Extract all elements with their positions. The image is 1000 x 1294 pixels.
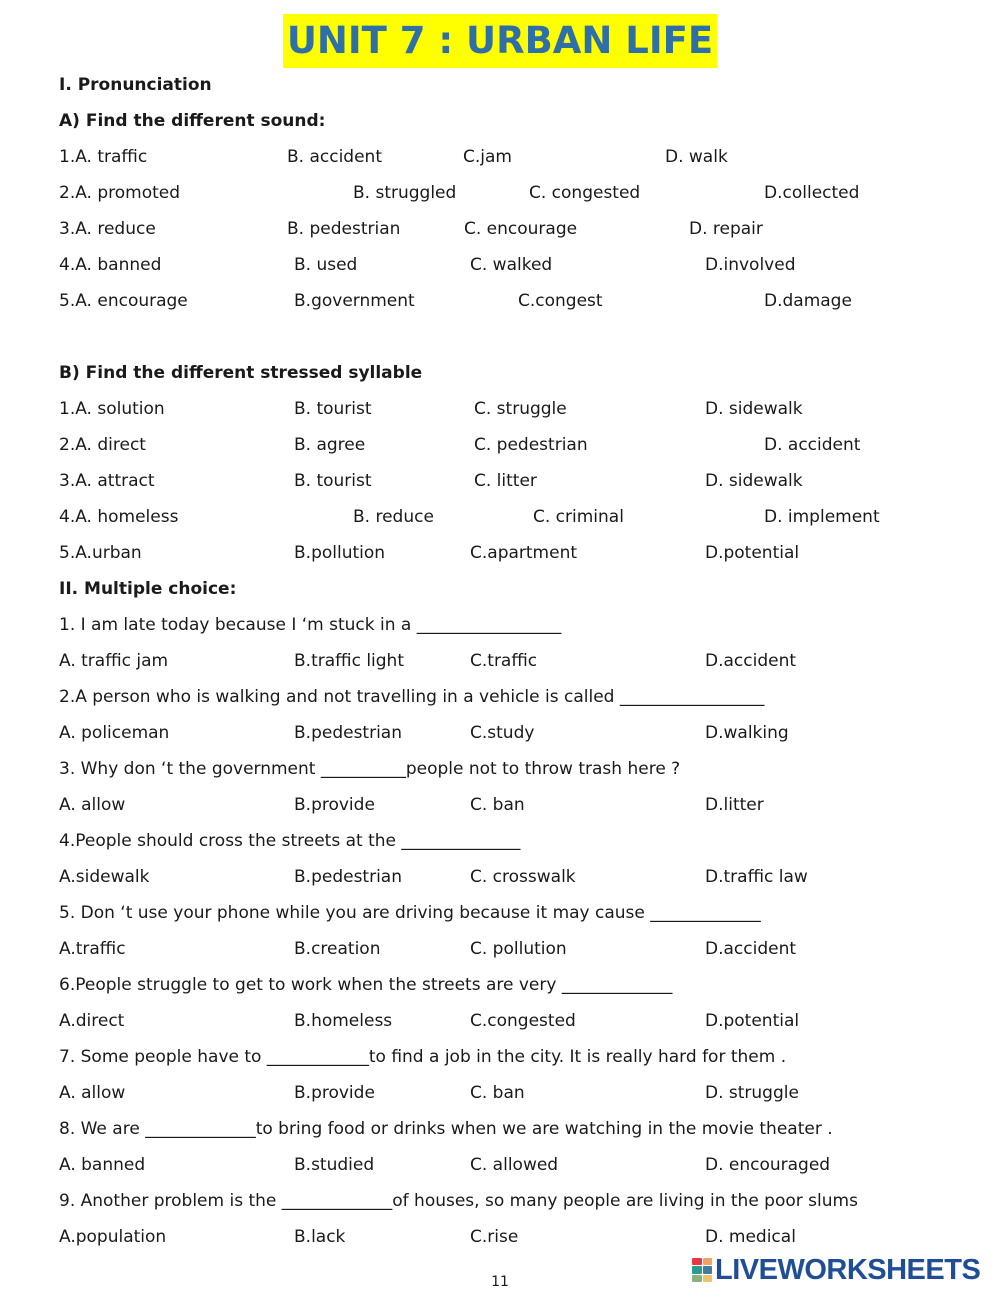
option[interactable]: 4.A. banned (59, 255, 162, 275)
title-block (0, 14, 1000, 68)
option[interactable]: D. sidewalk (705, 471, 803, 491)
option[interactable]: C. allowed (470, 1155, 559, 1175)
option[interactable]: 1.A. solution (59, 399, 165, 419)
option[interactable]: A. allow (59, 795, 126, 815)
option[interactable]: C.congested (470, 1011, 576, 1031)
option[interactable]: B.studied (294, 1155, 375, 1175)
option[interactable]: D.accident (705, 939, 797, 959)
logo-text: LIVEWORKSHEETS (715, 1253, 981, 1286)
option[interactable]: A.sidewalk (59, 867, 150, 887)
option[interactable]: 5.A.urban (59, 543, 142, 563)
option[interactable]: C. criminal (533, 507, 624, 527)
option[interactable]: C.rise (470, 1227, 519, 1247)
option[interactable]: B. accident (287, 147, 382, 167)
option[interactable]: D.litter (705, 795, 764, 815)
option[interactable]: C. walked (470, 255, 553, 275)
option[interactable]: C. crosswalk (470, 867, 576, 887)
option[interactable]: B. struggled (353, 183, 457, 203)
option[interactable]: B.homeless (294, 1011, 393, 1031)
liveworksheets-icon (692, 1258, 712, 1282)
option[interactable]: B. reduce (353, 507, 434, 527)
option[interactable]: A. banned (59, 1155, 146, 1175)
page-title: UNIT 7 : URBAN LIFE (283, 14, 717, 68)
option[interactable]: 4.A. homeless (59, 507, 179, 527)
option[interactable]: C. ban (470, 1083, 525, 1103)
option[interactable]: C. congested (529, 183, 641, 203)
option[interactable]: D.walking (705, 723, 789, 743)
option[interactable]: B.pollution (294, 543, 386, 563)
option[interactable]: D.traffic law (705, 867, 808, 887)
part-a-heading: A) Find the different sound: (59, 111, 326, 131)
option[interactable]: B. tourist (294, 471, 372, 491)
option[interactable]: B. agree (294, 435, 366, 455)
option[interactable]: D.potential (705, 543, 800, 563)
question-text: 9. Another problem is the _____________of houses, so many people are living in the poor slums (59, 1191, 858, 1211)
option[interactable]: B. used (294, 255, 358, 275)
question-text: 6.People struggle to get to work when the streets are very _____________ (59, 975, 673, 995)
section-multiple-choice: II. Multiple choice: (59, 579, 237, 599)
option[interactable]: B.provide (294, 1083, 375, 1103)
option[interactable]: C.jam (463, 147, 512, 167)
question-text: 1. I am late today because I ‘m stuck in a _________________ (59, 615, 562, 635)
option[interactable]: D.accident (705, 651, 797, 671)
option[interactable]: D.involved (705, 255, 796, 275)
option[interactable]: C. struggle (474, 399, 567, 419)
option[interactable]: A.traffic (59, 939, 126, 959)
option[interactable]: D. medical (705, 1227, 796, 1247)
question-text: 8. We are _____________to bring food or drinks when we are watching in the movie theater . (59, 1119, 833, 1139)
question-text: 4.People should cross the streets at the ______________ (59, 831, 521, 851)
option[interactable]: C.study (470, 723, 535, 743)
option[interactable]: C.traffic (470, 651, 538, 671)
page-number: 11 (491, 1274, 509, 1290)
option[interactable]: B.pedestrian (294, 867, 402, 887)
option[interactable]: D. encouraged (705, 1155, 831, 1175)
option[interactable]: C. encourage (464, 219, 578, 239)
option[interactable]: C. litter (474, 471, 537, 491)
option[interactable]: D.damage (764, 291, 852, 311)
option[interactable]: D. struggle (705, 1083, 799, 1103)
option[interactable]: 2.A. promoted (59, 183, 181, 203)
option[interactable]: C. pollution (470, 939, 567, 959)
option[interactable]: 2.A. direct (59, 435, 146, 455)
option[interactable]: B.government (294, 291, 415, 311)
option[interactable]: B.lack (294, 1227, 346, 1247)
option[interactable]: C.apartment (470, 543, 578, 563)
option[interactable]: B.provide (294, 795, 375, 815)
option[interactable]: A. traffic jam (59, 651, 169, 671)
option[interactable]: A. allow (59, 1083, 126, 1103)
question-text: 7. Some people have to ____________to find a job in the city. It is really hard for them . (59, 1047, 787, 1067)
option[interactable]: B. pedestrian (287, 219, 401, 239)
option[interactable]: A. policeman (59, 723, 170, 743)
option[interactable]: D.collected (764, 183, 860, 203)
liveworksheets-logo[interactable] (692, 1255, 980, 1285)
question-text: 5. Don ‘t use your phone while you are driving because it may cause _____________ (59, 903, 761, 923)
option[interactable]: C.congest (518, 291, 603, 311)
option[interactable]: 3.A. reduce (59, 219, 156, 239)
option[interactable]: B.creation (294, 939, 381, 959)
option[interactable]: 5.A. encourage (59, 291, 188, 311)
part-b-heading: B) Find the different stressed syllable (59, 363, 423, 383)
option[interactable]: D.potential (705, 1011, 800, 1031)
option[interactable]: B. tourist (294, 399, 372, 419)
option[interactable]: A.direct (59, 1011, 125, 1031)
option[interactable]: D. repair (689, 219, 763, 239)
option[interactable]: D. accident (764, 435, 861, 455)
option[interactable]: C. ban (470, 795, 525, 815)
section-pronunciation: I. Pronunciation (59, 75, 212, 95)
option[interactable]: B.pedestrian (294, 723, 402, 743)
question-text: 3. Why don ‘t the government __________people not to throw trash here ? (59, 759, 681, 779)
option[interactable]: D. implement (764, 507, 880, 527)
option[interactable]: A.population (59, 1227, 167, 1247)
option[interactable]: 1.A. traffic (59, 147, 148, 167)
option[interactable]: C. pedestrian (474, 435, 588, 455)
option[interactable]: B.traffic light (294, 651, 405, 671)
option[interactable]: 3.A. attract (59, 471, 155, 491)
option[interactable]: D. sidewalk (705, 399, 803, 419)
question-text: 2.A person who is walking and not travelling in a vehicle is called _________________ (59, 687, 765, 707)
option[interactable]: D. walk (665, 147, 728, 167)
